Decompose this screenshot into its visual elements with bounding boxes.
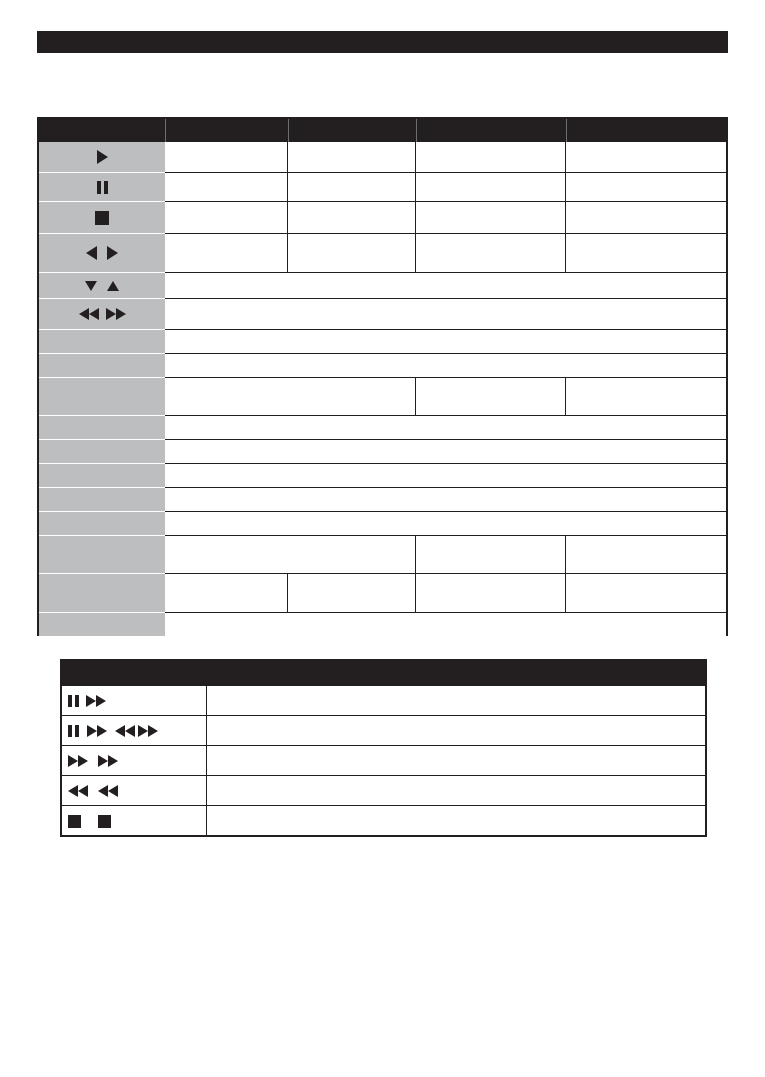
header-divider [165, 119, 166, 142]
table-cell [566, 202, 726, 234]
table-cell [165, 142, 288, 173]
button-cell [39, 488, 165, 512]
fast-forward-icon [106, 308, 126, 320]
table-cell [416, 234, 566, 273]
button-cell-left-right [39, 234, 165, 273]
rewind-icon [79, 308, 99, 320]
table-cell [566, 173, 726, 202]
table-cell-wide [165, 512, 726, 536]
table-row [62, 776, 705, 806]
pause-icon [68, 725, 79, 737]
button-combination-cell [62, 686, 207, 715]
header-divider [288, 119, 289, 142]
table-cell [288, 142, 416, 173]
table-cell-wide [165, 416, 726, 440]
table-cell [566, 536, 726, 574]
button-cell-down-up [39, 273, 165, 299]
table-cell [165, 378, 416, 416]
media-button-table [37, 117, 728, 636]
button-cell [39, 536, 165, 574]
fast-forward-icon [98, 755, 118, 767]
button-cell [39, 512, 165, 536]
button-cell [39, 416, 165, 440]
header-divider [566, 119, 567, 142]
button-cell-play [39, 142, 165, 173]
table-cell [165, 173, 288, 202]
button-cell [39, 440, 165, 464]
table-cell [288, 173, 416, 202]
button-cell [39, 464, 165, 488]
pause-icon [97, 181, 108, 194]
table-cell-wide [165, 464, 726, 488]
table-cell-wide [165, 299, 726, 330]
table-cell [165, 234, 288, 273]
table-cell-wide [165, 273, 726, 299]
button-cell-pause [39, 173, 165, 202]
play-icon [97, 150, 108, 164]
up-arrow-icon [107, 281, 119, 291]
stop-icon [95, 211, 109, 225]
table-cell [566, 234, 726, 273]
stop-icon [68, 815, 81, 828]
table-cell [416, 574, 566, 613]
down-arrow-icon [85, 281, 97, 291]
table-row [62, 746, 705, 776]
button-combination-cell [62, 776, 207, 805]
table-cell [416, 173, 566, 202]
table-cell [566, 574, 726, 613]
table-cell-wide [165, 613, 726, 636]
button-combination-cell [62, 806, 207, 836]
table-cell [165, 536, 416, 574]
table-row [62, 686, 705, 716]
right-arrow-icon [107, 246, 118, 260]
table-cell [288, 202, 416, 234]
table-cell [416, 142, 566, 173]
button-combination-cell [62, 746, 207, 775]
button-cell [39, 613, 165, 636]
table-cell-wide [165, 488, 726, 512]
button-cell [39, 354, 165, 378]
fast-forward-icon [87, 725, 107, 737]
fast-forward-icon [68, 755, 88, 767]
title-bar [37, 31, 728, 53]
table-cell [288, 574, 416, 613]
rewind-icon [68, 785, 88, 797]
table-cell [566, 142, 726, 173]
button-combination-cell [62, 716, 207, 745]
table-cell-wide [165, 440, 726, 464]
table-header [39, 119, 726, 142]
header-divider [416, 119, 417, 142]
table-cell [165, 574, 288, 613]
table-row [62, 716, 705, 746]
table-cell-wide [165, 330, 726, 354]
button-cell [39, 574, 165, 613]
fast-forward-icon [138, 725, 158, 737]
button-combination-table [60, 659, 707, 837]
button-cell [39, 330, 165, 354]
left-arrow-icon [86, 246, 97, 260]
button-cell-stop [39, 202, 165, 234]
table-header [62, 661, 705, 686]
table-cell [165, 202, 288, 234]
table-row [62, 806, 705, 836]
table-cell [566, 378, 726, 416]
table-cell [416, 536, 566, 574]
rewind-icon [98, 785, 118, 797]
pause-icon [68, 695, 79, 707]
table-cell [416, 202, 566, 234]
rewind-icon [115, 725, 135, 737]
button-cell [39, 378, 165, 416]
table-cell-wide [165, 354, 726, 378]
fast-forward-icon [86, 695, 106, 707]
stop-icon [98, 815, 111, 828]
button-cell-rewind-ff [39, 299, 165, 330]
table-cell [288, 234, 416, 273]
table-cell [416, 378, 566, 416]
